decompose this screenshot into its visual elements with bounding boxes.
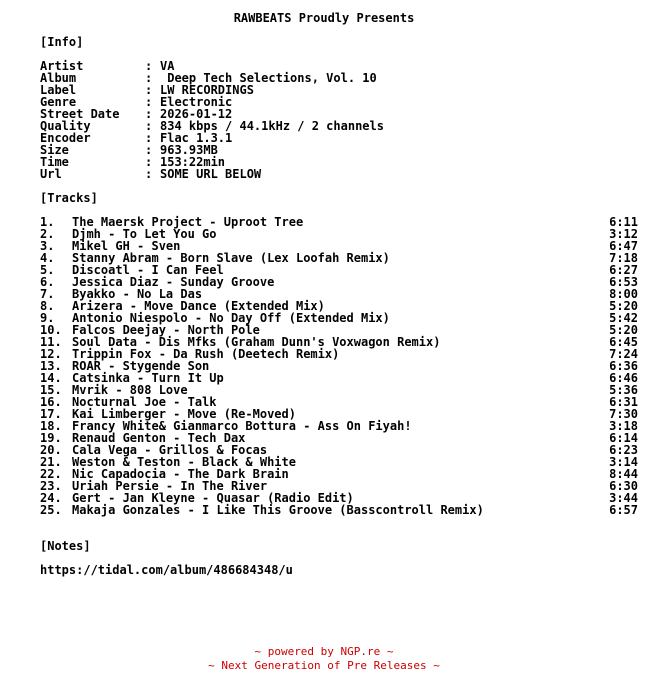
track-title: Soul Data - Dis Mfks (Graham Dunn's Voxwagon Remix) xyxy=(72,335,441,349)
track-number: 24. xyxy=(40,491,62,505)
track-duration: 6:23 xyxy=(609,443,638,457)
info-value: Deep Tech Selections, Vol. 10 xyxy=(160,71,377,85)
track-title: ROAR - Stygende Son xyxy=(72,359,210,373)
track-number: 10. xyxy=(40,323,62,337)
track-title: Gert - Jan Kleyne - Quasar (Radio Edit) xyxy=(72,491,354,505)
track-duration: 5:20 xyxy=(609,299,638,313)
track-title: Francy White& Gianmarco Bottura - Ass On Fiyah! xyxy=(72,419,412,433)
info-value: Flac 1.3.1 xyxy=(160,131,233,145)
track-number: 16. xyxy=(40,395,62,409)
track-title: Nic Capadocia - The Dark Brain xyxy=(72,467,289,481)
tracks-section-label: [Tracks] xyxy=(40,191,98,205)
info-section-label: [Info] xyxy=(40,35,84,49)
info-label: Album xyxy=(40,71,77,85)
notes-section-label: [Notes] xyxy=(40,539,91,553)
info-label: Url xyxy=(40,167,62,181)
info-value: Electronic xyxy=(160,95,233,109)
track-duration: 3:12 xyxy=(609,227,638,241)
track-number: 6. xyxy=(40,275,55,289)
track-number: 5. xyxy=(40,263,55,277)
info-separator: : xyxy=(145,167,153,181)
track-duration: 6:46 xyxy=(609,371,638,385)
track-title: Renaud Genton - Tech Dax xyxy=(72,431,246,445)
info-separator: : xyxy=(145,131,153,145)
track-duration: 6:36 xyxy=(609,359,638,373)
track-title: Byakko - No La Das xyxy=(72,287,203,301)
track-duration: 5:36 xyxy=(609,383,638,397)
track-title: Cala Vega - Grillos & Focas xyxy=(72,443,268,457)
info-label: Time xyxy=(40,155,69,169)
track-number: 13. xyxy=(40,359,62,373)
track-title: Antonio Niespolo - No Day Off (Extended Mix) xyxy=(72,311,390,325)
info-separator: : xyxy=(145,71,153,85)
track-number: 25. xyxy=(40,503,62,517)
track-number: 17. xyxy=(40,407,62,421)
track-title: Arizera - Move Dance (Extended Mix) xyxy=(72,299,325,313)
info-value: LW RECORDINGS xyxy=(160,83,254,97)
info-label: Quality xyxy=(40,119,91,133)
track-title: Jessica Diaz - Sunday Groove xyxy=(72,275,275,289)
track-number: 2. xyxy=(40,227,55,241)
track-duration: 7:18 xyxy=(609,251,638,265)
track-duration: 7:24 xyxy=(609,347,638,361)
footer-powered-by: ~ powered by NGP.re ~ xyxy=(254,645,394,658)
track-duration: 5:42 xyxy=(609,311,638,325)
info-label: Street Date xyxy=(40,107,120,121)
track-title: Mikel GH - Sven xyxy=(72,239,181,253)
info-separator: : xyxy=(145,83,153,97)
track-duration: 6:31 xyxy=(609,395,638,409)
track-duration: 3:14 xyxy=(609,455,638,469)
track-duration: 5:20 xyxy=(609,323,638,337)
track-duration: 6:14 xyxy=(609,431,638,445)
track-number: 19. xyxy=(40,431,62,445)
track-number: 23. xyxy=(40,479,62,493)
info-value: 2026-01-12 xyxy=(160,107,233,121)
info-separator: : xyxy=(145,155,153,169)
track-duration: 6:47 xyxy=(609,239,638,253)
info-value: 834 kbps / 44.1kHz / 2 channels xyxy=(160,119,384,133)
track-number: 15. xyxy=(40,383,62,397)
release-header: RAWBEATS Proudly Presents xyxy=(233,11,415,25)
track-duration: 6:53 xyxy=(609,275,638,289)
track-title: Trippin Fox - Da Rush (Deetech Remix) xyxy=(72,347,340,361)
track-duration: 6:30 xyxy=(609,479,638,493)
track-number: 4. xyxy=(40,251,55,265)
track-duration: 6:57 xyxy=(609,503,638,517)
info-label: Artist xyxy=(40,59,84,73)
track-number: 22. xyxy=(40,467,62,481)
track-title: Kai Limberger - Move (Re-Moved) xyxy=(72,407,296,421)
info-separator: : xyxy=(145,95,153,109)
track-title: Djmh - To Let You Go xyxy=(72,227,217,241)
track-duration: 6:27 xyxy=(609,263,638,277)
info-value: 963.93MB xyxy=(160,143,218,157)
track-number: 3. xyxy=(40,239,55,253)
info-label: Label xyxy=(40,83,77,97)
track-title: Uriah Persie - In The River xyxy=(72,479,268,493)
track-number: 14. xyxy=(40,371,62,385)
footer-tagline: ~ Next Generation of Pre Releases ~ xyxy=(208,659,440,672)
track-title: Weston & Teston - Black & White xyxy=(72,455,296,469)
track-duration: 8:44 xyxy=(609,467,638,481)
track-duration: 7:30 xyxy=(609,407,638,421)
track-number: 21. xyxy=(40,455,62,469)
track-number: 20. xyxy=(40,443,62,457)
info-separator: : xyxy=(145,119,153,133)
track-duration: 6:11 xyxy=(609,215,638,229)
info-label: Size xyxy=(40,143,69,157)
info-separator: : xyxy=(145,107,153,121)
info-separator: : xyxy=(145,143,153,157)
info-value: VA xyxy=(160,59,175,73)
track-number: 1. xyxy=(40,215,55,229)
track-number: 12. xyxy=(40,347,62,361)
track-title: Stanny Abram - Born Slave (Lex Loofah Remix) xyxy=(72,251,390,265)
info-separator: : xyxy=(145,59,153,73)
notes-url: https://tidal.com/album/486684348/u xyxy=(40,563,293,577)
track-title: Nocturnal Joe - Talk xyxy=(72,395,217,409)
track-number: 8. xyxy=(40,299,55,313)
track-title: Falcos Deejay - North Pole xyxy=(72,323,260,337)
track-title: The Maersk Project - Uproot Tree xyxy=(72,215,304,229)
info-value: 153:22min xyxy=(160,155,226,169)
info-value: SOME URL BELOW xyxy=(160,167,262,181)
track-number: 7. xyxy=(40,287,55,301)
track-number: 9. xyxy=(40,311,55,325)
track-duration: 3:44 xyxy=(609,491,638,505)
info-label: Encoder xyxy=(40,131,91,145)
track-number: 11. xyxy=(40,335,62,349)
track-title: Makaja Gonzales - I Like This Groove (Basscontroll Remix) xyxy=(72,503,484,517)
track-duration: 3:18 xyxy=(609,419,638,433)
track-title: Catsinka - Turn It Up xyxy=(72,371,224,385)
track-title: Mvrik - 808 Love xyxy=(72,383,188,397)
track-title: Discoatl - I Can Feel xyxy=(72,263,224,277)
track-duration: 6:45 xyxy=(609,335,638,349)
info-label: Genre xyxy=(40,95,77,109)
track-duration: 8:00 xyxy=(609,287,638,301)
track-number: 18. xyxy=(40,419,62,433)
